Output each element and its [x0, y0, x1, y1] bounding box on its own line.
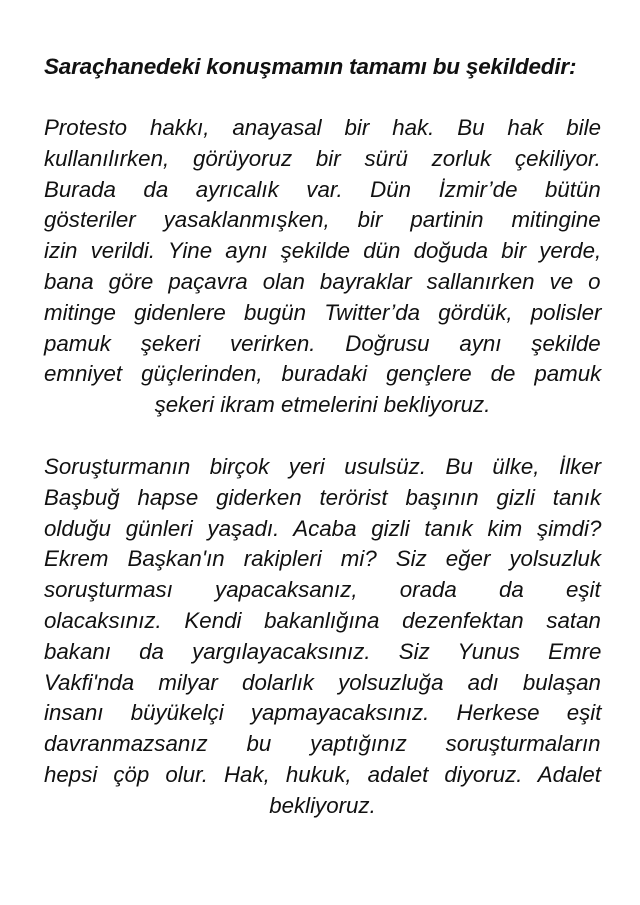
text-line: hepsi çöp olur. Hak, hukuk, adalet diyoruz. Adalet	[44, 761, 601, 787]
paragraph-investigation	[44, 452, 601, 822]
text-line: mitinge gidenlere bugün Twitter’da gördük, polisler	[44, 299, 602, 325]
text-line: Ekrem Başkan'ın rakipleri mi? Siz eğer yolsuzluk	[44, 546, 602, 572]
text-line: kullanılırken, görüyoruz bir sürü zorluk çekiliyor.	[44, 145, 601, 171]
text-line: Başbuğ hapse giderken terörist başının gizli tanık	[44, 484, 602, 510]
text-line: davranmazsanız bu yaptığınız soruşturmaların	[44, 731, 601, 757]
text-line: gösteriler yasaklanmışken, bir partinin mitingine	[44, 207, 601, 233]
text-line: emniyet güçlerinden, buradaki gençlere de pamuk	[44, 361, 602, 387]
paragraph-protest-right	[44, 113, 601, 421]
text-line: pamuk şekeri verirken. Doğrusu aynı şekilde	[44, 330, 601, 356]
text-line: Protesto hakkı, anayasal bir hak. Bu hak bile	[44, 115, 601, 140]
text-line: bana göre paçavra olan bayraklar sallanırken ve o	[44, 268, 601, 294]
text-line: bakanı da yargılayacaksınız. Siz Yunus Emre	[44, 638, 602, 664]
document-heading: Saraçhanedeki konuşmamın tamamı bu şekildedir:	[44, 54, 577, 79]
text-line: insanı büyükelçi yapmayacaksınız. Herkese eşit	[44, 700, 602, 726]
text-line: olacaksınız. Kendi bakanlığına dezenfektan satan	[44, 607, 601, 633]
text-line-last: şekeri ikram etmelerini bekliyoruz.	[154, 392, 491, 418]
text-line: izin verildi. Yine aynı şekilde dün doğuda bir yerde,	[44, 238, 602, 264]
text-line: soruşturması yapacaksanız, orada da eşit	[44, 577, 601, 603]
text-line: Soruşturmanın birçok yeri usulsüz. Bu ülke, İlker	[44, 453, 602, 479]
text-line: Burada da ayrıcalık var. Dün İzmir’de bütün	[44, 176, 601, 202]
text-line-last: bekliyoruz.	[269, 792, 376, 818]
statement-document	[44, 52, 601, 853]
text-line: olduğu günleri yaşadı. Acaba gizli tanık kim şimdi?	[44, 515, 602, 541]
text-line: Vakfi'nda milyar dolarlık yolsuzluğa adı bulaşan	[44, 669, 601, 695]
